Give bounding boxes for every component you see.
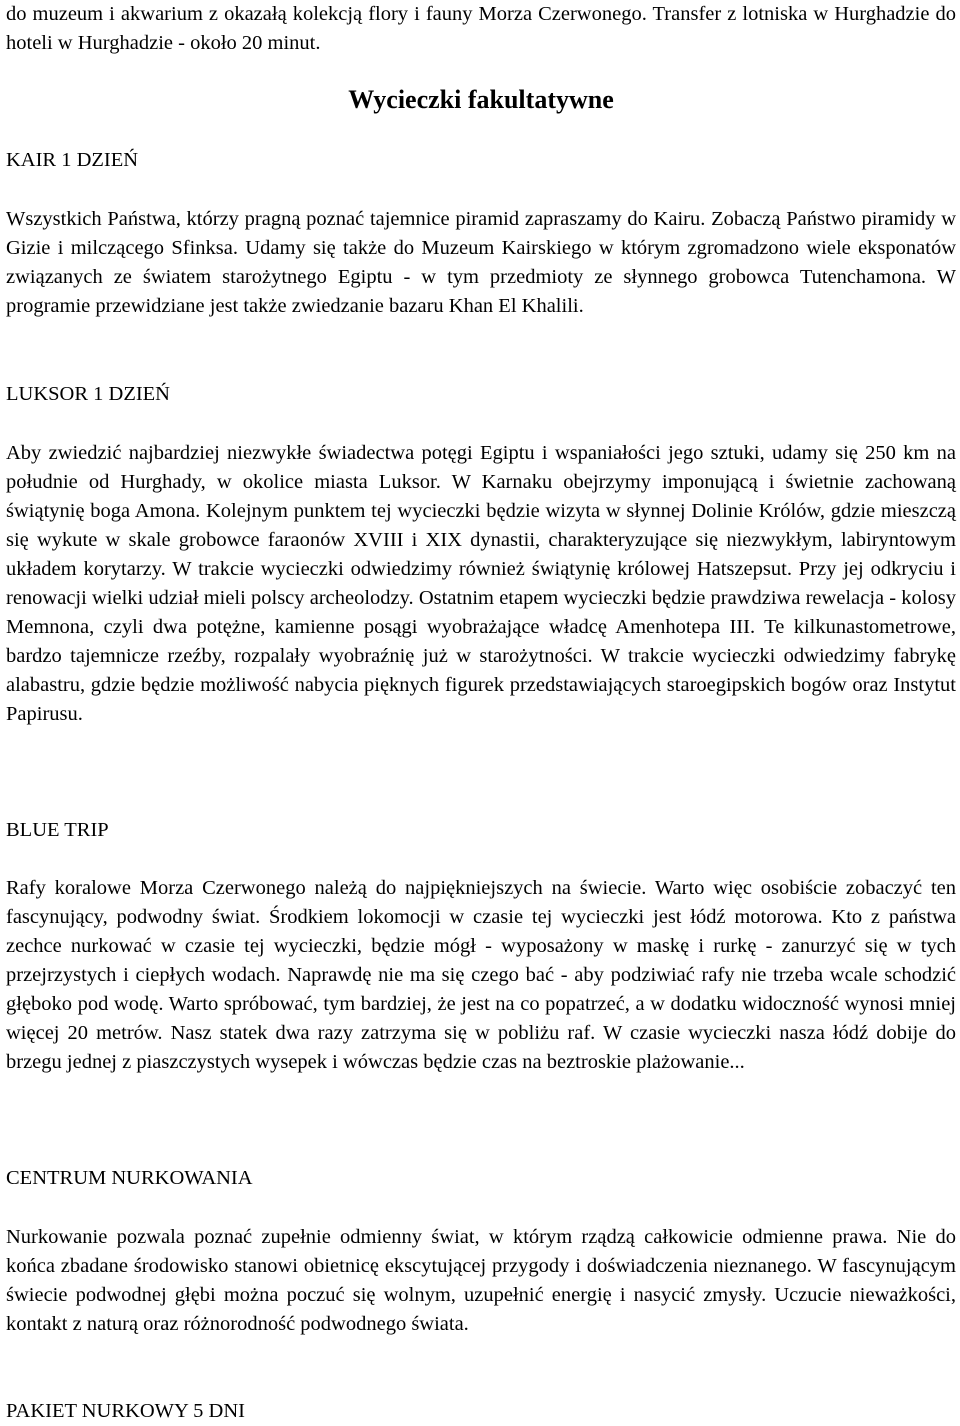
section-heading-centrum-nurkowania: CENTRUM NURKOWANIA [6, 1167, 253, 1189]
section-heading-luksor: LUKSOR 1 DZIEŃ [6, 383, 170, 405]
section-body-luksor: Aby zwiedzić najbardziej niezwykłe świadectwa potęgi Egiptu i wspaniałości jego sztuki, udamy się 250 km na południe od Hurghady, w okolice miasta Luksor. W Karnaku obejrzymy imponującą i świetnie zachowaną świątynię boga Amona. Kolejnym punktem tej wycieczki będzie wizyta w słynnej Dolinie Królów, gdzie mieszczą się wykute w skale grobowce faraonów XVIII i XIX dynastii, charakteryzujące się niezwykłym, labiryntowym układem korytarzy. W trakcie wycieczki odwiedzimy również świątynię królowej Hatszepsut. Przy jej odkryciu i renowacji wielki udział mieli polscy archeolodzy. Ostatnim etapem wycieczki będzie prawdziwa rewelacja - kolosy Memnona, czyli dwa potężne, kamienne posągi wyobrażające władcę Amenhotepa III. Te kilkunastometrowe, bardzo tajemnicze rzeźby, rozpalały wyobraźnię już w starożytności. W trakcie wycieczki odwiedzimy fabrykę alabastru, gdzie będzie możliwość nabycia pięknych figurek przedstawiających staroegipskich bogów oraz Instytut Papirusu. [6, 442, 956, 725]
section-heading-blue-trip: BLUE TRIP [6, 819, 109, 841]
intro-paragraph: do muzeum i akwarium z okazałą kolekcją flory i fauny Morza Czerwonego. Transfer z lotniska w Hurghadzie do hoteli w Hurghadzie - około 20 minut. [6, 3, 956, 54]
section-body-centrum-nurkowania: Nurkowanie pozwala poznać zupełnie odmienny świat, w którym rządzą całkowicie odmienne prawa. Nie do końca zbadane środowisko stanowi obietnicę ekscytującej przygody i doświadczenia nieznanego. W fascynującym świecie podwodnej głębi można poczuć się wolnym, uzupełnić energię i nasycić zmysły. Uczucie nieważkości, kontakt z naturą oraz różnorodność podwodnego świata. [6, 1226, 956, 1335]
section-body-blue-trip: Rafy koralowe Morza Czerwonego należą do najpiękniejszych na świecie. Warto więc osobiście zobaczyć ten fascynujący, podwodny świat. Środkiem lokomocji w czasie tej wycieczki jest łódź motorowa. Kto z państwa zechce nurkować w czasie tej wycieczki, będzie mógł - wyposażony w maskę i rurkę - zanurzyć się w tych przejrzystych i ciepłych wodach. Naprawdę nie ma się czego bać - aby podziwiać rafy nie trzeba wcale schodzić głęboko pod wodę. Warto spróbować, tym bardziej, że jest na co popatrzeć, a w dodatku widoczność wynosi mniej więcej 20 metrów. Nasz statek dwa razy zatrzyma się w pobliżu raf. W czasie wycieczki nasza łódź dobije do brzegu jednej z piaszczystych wysepek i wówczas będzie czas na beztroskie plażowanie... [6, 877, 956, 1073]
page-title: Wycieczki fakultatywne [348, 85, 614, 114]
section-body-kair: Wszystkich Państwa, którzy pragną poznać tajemnice piramid zapraszamy do Kairu. Zobaczą Państwo piramidy w Gizie i milczącego Sfinksa. Udamy się także do Muzeum Kairskiego w którym zgromadzono wiele eksponatów związanych ze światem starożytnego Egiptu - w tym przedmioty ze słynnego grobowca Tutenchamona. W programie przewidziane jest także zwiedzanie bazaru Khan El Khalili. [6, 208, 956, 317]
section-heading-kair: KAIR 1 DZIEŃ [6, 149, 139, 171]
section-heading-pakiet-nurkowy: PAKIET NURKOWY 5 DNI [6, 1400, 245, 1422]
